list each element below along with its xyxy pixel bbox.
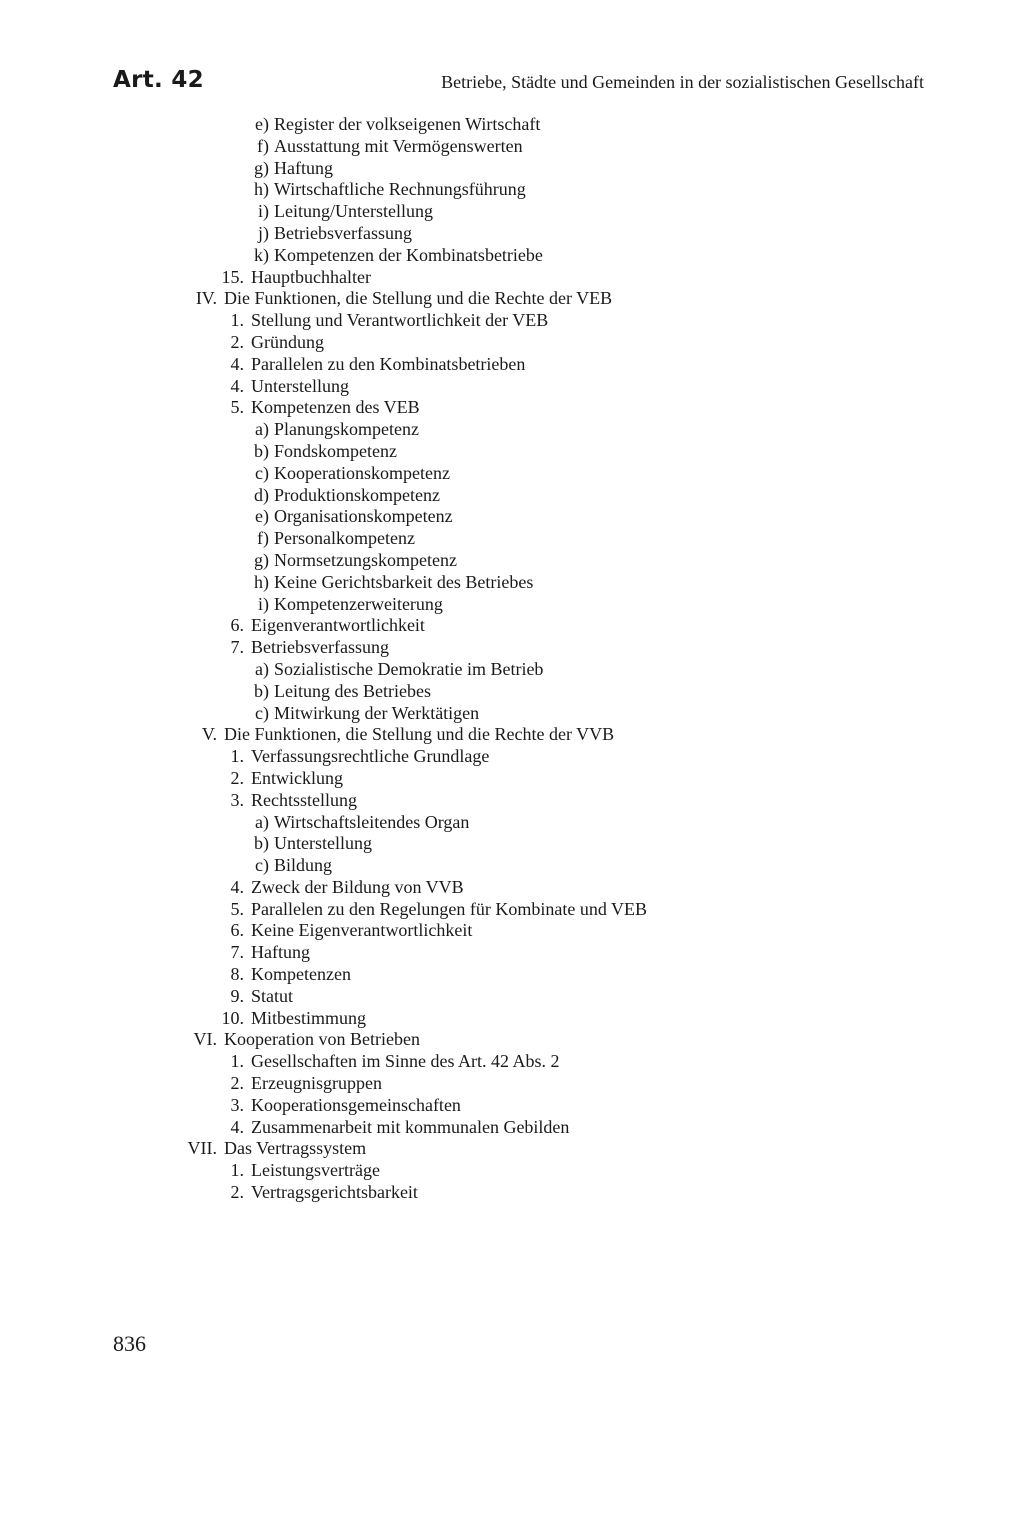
toc-entry-text: Statut bbox=[251, 985, 294, 1006]
toc-entry-number: f) bbox=[257, 135, 269, 156]
toc-entry-text: Leitung des Betriebes bbox=[274, 680, 431, 701]
toc-entry bbox=[0, 1029, 1024, 1051]
toc-entry-text: Betriebsverfassung bbox=[274, 222, 412, 243]
toc-entry bbox=[0, 1051, 1024, 1073]
toc-entry bbox=[0, 615, 1024, 637]
toc-entry-number: 3. bbox=[230, 789, 244, 810]
toc-entry-text: Fondskompetenz bbox=[274, 440, 397, 461]
toc-entry bbox=[0, 485, 1024, 507]
toc-entry-text: Haftung bbox=[251, 942, 310, 963]
toc-entry-text: Kompetenzen des VEB bbox=[251, 397, 420, 418]
toc-entry-number: 7. bbox=[230, 942, 244, 963]
toc-entry bbox=[0, 637, 1024, 659]
toc-entry bbox=[0, 419, 1024, 441]
toc-entry-text: Mitwirkung der Werktätigen bbox=[274, 702, 480, 723]
toc-entry bbox=[0, 245, 1024, 267]
toc-entry-number: 1. bbox=[230, 1160, 244, 1181]
toc-entry-number: 3. bbox=[230, 1094, 244, 1115]
toc-entry bbox=[0, 267, 1024, 289]
toc-entry bbox=[0, 223, 1024, 245]
toc-entry bbox=[0, 354, 1024, 376]
toc-entry-number: 5. bbox=[230, 397, 244, 418]
toc-entry-text: Die Funktionen, die Stellung und die Rechte der VEB bbox=[224, 288, 613, 309]
toc-entry bbox=[0, 158, 1024, 180]
toc-entry bbox=[0, 681, 1024, 703]
toc-entry-text: Eigenverantwortlichkeit bbox=[251, 615, 425, 636]
toc-entry bbox=[0, 1138, 1024, 1160]
toc-entry-text: Erzeugnisgruppen bbox=[251, 1073, 382, 1094]
toc-entry bbox=[0, 594, 1024, 616]
toc-entry-number: 7. bbox=[230, 637, 244, 658]
toc-entry-number: 5. bbox=[230, 898, 244, 919]
toc-entry bbox=[0, 1160, 1024, 1182]
toc-entry bbox=[0, 1008, 1024, 1030]
page-number: 836 bbox=[113, 1331, 146, 1356]
toc-entry-number: 4. bbox=[230, 375, 244, 396]
toc-entry bbox=[0, 441, 1024, 463]
toc-entry-text: Leitung/Unterstellung bbox=[274, 201, 433, 222]
toc-entry-text: Parallelen zu den Kombinatsbetrieben bbox=[251, 353, 526, 374]
toc-entry-text: Zweck der Bildung von VVB bbox=[251, 876, 464, 897]
toc-entry-number: V. bbox=[201, 724, 217, 745]
toc-entry bbox=[0, 659, 1024, 681]
toc-entry-text: Zusammenarbeit mit kommunalen Gebilden bbox=[251, 1116, 570, 1137]
toc-entry-text: Verfassungsrechtliche Grundlage bbox=[251, 746, 490, 767]
toc-entry-text: Sozialistische Demokratie im Betrieb bbox=[274, 658, 544, 679]
toc-entry-number: 4. bbox=[230, 876, 244, 897]
toc-entry bbox=[0, 724, 1024, 746]
toc-entry-text: Stellung und Verantwortlichkeit der VEB bbox=[251, 310, 549, 331]
toc-entry bbox=[0, 376, 1024, 398]
toc-entry-number: c) bbox=[255, 855, 269, 876]
toc-entry-number: e) bbox=[255, 114, 269, 134]
toc-entry bbox=[0, 877, 1024, 899]
toc-entry bbox=[0, 310, 1024, 332]
toc-entry bbox=[0, 397, 1024, 419]
toc-entry-number: b) bbox=[254, 833, 269, 854]
toc-entry-number: IV. bbox=[195, 288, 217, 309]
toc-entry-text: Personalkompetenz bbox=[274, 528, 415, 549]
toc-entry-text: Keine Gerichtsbarkeit des Betriebes bbox=[274, 571, 534, 592]
toc-entry bbox=[0, 288, 1024, 310]
toc-entry bbox=[0, 179, 1024, 201]
toc-entry-number: 4. bbox=[230, 1116, 244, 1137]
toc-entry-text: Vertragsgerichtsbarkeit bbox=[251, 1182, 418, 1203]
toc-entry bbox=[0, 703, 1024, 725]
toc-entry-number: 2. bbox=[230, 331, 244, 352]
toc-entry-text: Register der volkseigenen Wirtschaft bbox=[274, 114, 541, 134]
table-of-contents bbox=[0, 114, 1024, 1204]
toc-entry-text: Rechtsstellung bbox=[251, 789, 357, 810]
toc-entry-text: Kompetenzerweiterung bbox=[274, 593, 443, 614]
toc-entry-number: e) bbox=[255, 506, 269, 527]
toc-entry-number: 10. bbox=[221, 1007, 244, 1028]
toc-entry-number: a) bbox=[255, 419, 269, 440]
toc-entry-text: Unterstellung bbox=[274, 833, 372, 854]
toc-entry-number: h) bbox=[254, 179, 269, 200]
toc-entry-number: 15. bbox=[221, 266, 244, 287]
toc-entry-number: a) bbox=[255, 658, 269, 679]
toc-entry-text: Produktionskompetenz bbox=[274, 484, 440, 505]
toc-entry bbox=[0, 768, 1024, 790]
toc-entry bbox=[0, 528, 1024, 550]
toc-entry-text: Kooperationsgemeinschaften bbox=[251, 1094, 461, 1115]
toc-entry bbox=[0, 899, 1024, 921]
toc-entry-text: Kompetenzen bbox=[251, 964, 351, 985]
toc-entry-number: 4. bbox=[230, 353, 244, 374]
toc-entry-text: Kooperationskompetenz bbox=[274, 462, 450, 483]
toc-entry-text: Wirtschaftliche Rechnungsführung bbox=[274, 179, 526, 200]
toc-entry bbox=[0, 1182, 1024, 1204]
toc-entry bbox=[0, 986, 1024, 1008]
toc-entry bbox=[0, 506, 1024, 528]
toc-entry-text: Das Vertragssystem bbox=[224, 1138, 367, 1159]
toc-entry bbox=[0, 790, 1024, 812]
toc-entry-number: b) bbox=[254, 680, 269, 701]
toc-entry-text: Gesellschaften im Sinne des Art. 42 Abs. 2 bbox=[251, 1051, 560, 1072]
toc-entry bbox=[0, 1073, 1024, 1095]
toc-entry-number: c) bbox=[255, 702, 269, 723]
toc-entry-text: Ausstattung mit Vermögenswerten bbox=[274, 135, 523, 156]
toc-entry bbox=[0, 746, 1024, 768]
toc-entry-text: Kompetenzen der Kombinatsbetriebe bbox=[274, 244, 543, 265]
toc-entry bbox=[0, 942, 1024, 964]
toc-entry-number: b) bbox=[254, 440, 269, 461]
toc-entry-number: VII. bbox=[187, 1138, 217, 1159]
toc-entry-text: Unterstellung bbox=[251, 375, 349, 396]
toc-entry bbox=[0, 855, 1024, 877]
toc-entry-text: Wirtschaftsleitendes Organ bbox=[274, 811, 470, 832]
toc-entry-number: k) bbox=[254, 244, 269, 265]
article-label: Art. 42 bbox=[113, 67, 204, 93]
toc-entry-number: i) bbox=[258, 201, 269, 222]
toc-entry bbox=[0, 572, 1024, 594]
toc-entry-number: 1. bbox=[230, 310, 244, 331]
toc-entry-number: 2. bbox=[230, 767, 244, 788]
toc-entry-text: Entwicklung bbox=[251, 767, 343, 788]
toc-entry-text: Betriebsverfassung bbox=[251, 637, 389, 658]
toc-entry-text: Bildung bbox=[274, 855, 333, 876]
toc-entry-number: c) bbox=[255, 462, 269, 483]
toc-entry-number: 1. bbox=[230, 1051, 244, 1072]
toc-entry-text: Parallelen zu den Regelungen für Kombinate und VEB bbox=[251, 898, 648, 919]
toc-entry-text: Leistungsverträge bbox=[251, 1160, 380, 1181]
toc-entry bbox=[0, 964, 1024, 986]
toc-entry-number: 6. bbox=[230, 615, 244, 636]
toc-entry-text: Kooperation von Betrieben bbox=[224, 1029, 420, 1050]
toc-entry-number: VI. bbox=[193, 1029, 217, 1050]
toc-entry bbox=[0, 201, 1024, 223]
toc-entry-text: Die Funktionen, die Stellung und die Rechte der VVB bbox=[224, 724, 615, 745]
toc-entry bbox=[0, 463, 1024, 485]
toc-entry bbox=[0, 812, 1024, 834]
toc-entry-number: g) bbox=[254, 549, 269, 570]
toc-entry-number: 1. bbox=[230, 746, 244, 767]
toc-entry-number: a) bbox=[255, 811, 269, 832]
toc-entry-number: 2. bbox=[230, 1182, 244, 1203]
toc-entry-number: h) bbox=[254, 571, 269, 592]
toc-entry-text: Haftung bbox=[274, 157, 333, 178]
toc-entry bbox=[0, 833, 1024, 855]
running-title: Betriebe, Städte und Gemeinden in der sozialistischen Gesellschaft bbox=[441, 72, 924, 92]
toc-entry-number: j) bbox=[258, 222, 269, 243]
toc-entry-number: 9. bbox=[230, 985, 244, 1006]
toc-entry bbox=[0, 332, 1024, 354]
toc-entry-text: Normsetzungskompetenz bbox=[274, 549, 457, 570]
toc-entry bbox=[0, 550, 1024, 572]
toc-entry-number: d) bbox=[254, 484, 269, 505]
toc-entry-number: 8. bbox=[230, 964, 244, 985]
toc-entry bbox=[0, 920, 1024, 942]
toc-entry-number: f) bbox=[257, 528, 269, 549]
toc-entry-text: Organisationskompetenz bbox=[274, 506, 453, 527]
toc-entry-text: Keine Eigenverantwortlichkeit bbox=[251, 920, 473, 941]
toc-entry bbox=[0, 114, 1024, 136]
toc-entry-text: Planungskompetenz bbox=[274, 419, 419, 440]
toc-entry bbox=[0, 1095, 1024, 1117]
toc-entry-text: Hauptbuchhalter bbox=[251, 266, 371, 287]
toc-entry-text: Gründung bbox=[251, 331, 324, 352]
toc-entry-number: 2. bbox=[230, 1073, 244, 1094]
toc-entry-number: g) bbox=[254, 157, 269, 178]
toc-entry-text: Mitbestimmung bbox=[251, 1007, 367, 1028]
toc-entry bbox=[0, 136, 1024, 158]
toc-entry-number: i) bbox=[258, 593, 269, 614]
toc-entry-number: 6. bbox=[230, 920, 244, 941]
toc-entry bbox=[0, 1117, 1024, 1139]
